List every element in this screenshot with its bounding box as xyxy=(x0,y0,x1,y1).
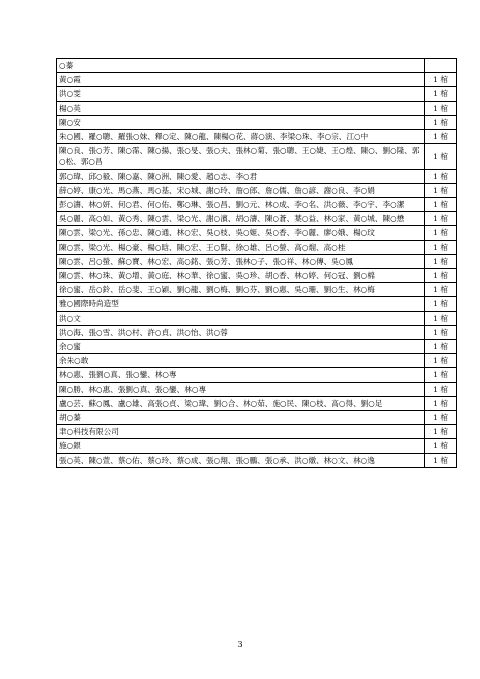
page-number: 3 xyxy=(237,640,243,649)
quantity-cell: 1 棺 xyxy=(425,439,457,453)
donor-names-cell: 洪○文 xyxy=(57,311,425,325)
donor-names-cell: 聿○科技有限公司 xyxy=(57,425,425,439)
quantity-cell: 1 棺 xyxy=(425,144,457,169)
donor-names-cell: 洪○雯 xyxy=(57,87,425,101)
donor-names-cell: 郭○瑋、邱○毅、陳○嘉、陳○洲、陳○愛、趙○志、李○君 xyxy=(57,169,425,183)
table-row xyxy=(57,396,457,410)
donor-names-cell: 雅○國際時尚造型 xyxy=(57,297,425,311)
table-row xyxy=(57,144,457,169)
table-row xyxy=(57,130,457,144)
table-row xyxy=(57,439,457,453)
donor-names-cell: ○蓁 xyxy=(57,59,425,73)
donor-names-cell: 洪○海、張○雪、洪○村、許○貞、洪○怡、洪○蓉 xyxy=(57,325,425,339)
table-row xyxy=(57,425,457,439)
table-row xyxy=(57,59,457,73)
quantity-cell xyxy=(425,59,457,73)
donor-names-cell: 陳○雲、林○珠、黃○增、黃○庭、林○華、徐○蜜、吳○珍、胡○香、林○婷、何○冠、劉○棉 xyxy=(57,269,425,283)
table-row xyxy=(57,411,457,425)
quantity-cell: 1 棺 xyxy=(425,453,457,467)
quantity-cell: 1 棺 xyxy=(425,368,457,382)
donor-names-cell: 楊○英 xyxy=(57,101,425,115)
donor-names-cell: 陳○雲、梁○光、楊○豪、楊○晗、陳○宏、王○賢、徐○雄、呂○螢、高○熘、高○桂 xyxy=(57,240,425,254)
donor-names-cell: 胡○蓁 xyxy=(57,411,425,425)
table-row xyxy=(57,368,457,382)
donor-names-cell: 余○蜜 xyxy=(57,340,425,354)
table-row xyxy=(57,340,457,354)
table-row xyxy=(57,325,457,339)
table-row xyxy=(57,283,457,297)
quantity-cell: 1 棺 xyxy=(425,198,457,212)
quantity-cell: 1 棺 xyxy=(425,212,457,226)
table-row xyxy=(57,183,457,197)
table-row xyxy=(57,311,457,325)
donor-names-cell: 余朱○敢 xyxy=(57,354,425,368)
quantity-cell: 1 棺 xyxy=(425,311,457,325)
quantity-cell: 1 棺 xyxy=(425,425,457,439)
donor-names-cell: 盧○芸、蘇○鳳、盧○雄、高張○貞、梁○瑋、劉○合、林○茹、施○民、陳○枝、高○得、劉○足 xyxy=(57,396,425,410)
quantity-cell: 1 棺 xyxy=(425,226,457,240)
donor-names-cell: 薛○婷、康○光、馬○燕、馬○基、宋○城、謝○玲、詹○郎、詹○儒、詹○諺、謝○良、李○娟 xyxy=(57,183,425,197)
table-row xyxy=(57,73,457,87)
table-row xyxy=(57,169,457,183)
table-row xyxy=(57,212,457,226)
donor-names-cell: 張○英、陳○萱、蔡○佑、蔡○玲、蔡○成、張○翔、張○鵬、張○承、洪○燉、林○文、林○逸 xyxy=(57,453,425,467)
donor-names-cell: 朱○國、羅○聰、羅張○妹、釋○定、陳○龍、陳楊○花、蔣○演、李梁○珠、李○宗、江○中 xyxy=(57,130,425,144)
quantity-cell: 1 棺 xyxy=(425,73,457,87)
table-row xyxy=(57,254,457,268)
donor-names-cell: 林○惠、張劉○真、張○鑾、林○專 xyxy=(57,368,425,382)
donor-names-cell: 徐○蜜、岳○鈴、岳○斐、王○穎、劉○龍、劉○梅、劉○芬、劉○惠、吳○珊、劉○生、林○梅 xyxy=(57,283,425,297)
quantity-cell: 1 棺 xyxy=(425,411,457,425)
donor-names-cell: 陳○良、張○芳、陳○霈、陳○揚、張○旻、張○夫、張林○菊、張○聰、王○婕、王○煌、陳○、劉○隆、郭○松、郭○昌 xyxy=(57,144,425,169)
donation-table xyxy=(56,58,457,468)
table-row xyxy=(57,101,457,115)
donor-names-cell: 陳○雲、梁○光、孫○忠、陳○通、林○宏、吳○枝、吳○姬、吳○香、李○麗、廖○娥、楊○玟 xyxy=(57,226,425,240)
quantity-cell: 1 棺 xyxy=(425,382,457,396)
donor-names-cell: 陳○安 xyxy=(57,115,425,129)
quantity-cell: 1 棺 xyxy=(425,269,457,283)
quantity-cell: 1 棺 xyxy=(425,254,457,268)
table-row xyxy=(57,297,457,311)
donor-names-cell: 吳○麗、高○如、黃○秀、陳○雲、梁○光、謝○濱、胡○濤、陳○蒼、葉○益、林○家、黃○城、陳○懋 xyxy=(57,212,425,226)
table-row xyxy=(57,226,457,240)
quantity-cell: 1 棺 xyxy=(425,183,457,197)
table-row xyxy=(57,87,457,101)
table-row xyxy=(57,198,457,212)
donor-names-cell: 陳○勝、林○惠、張劉○真、張○鑾、林○專 xyxy=(57,382,425,396)
quantity-cell: 1 棺 xyxy=(425,87,457,101)
quantity-cell: 1 棺 xyxy=(425,169,457,183)
quantity-cell: 1 棺 xyxy=(425,283,457,297)
table-row xyxy=(57,269,457,283)
table-row xyxy=(57,453,457,467)
quantity-cell: 1 棺 xyxy=(425,115,457,129)
quantity-cell: 1 棺 xyxy=(425,325,457,339)
donor-names-cell: 彭○濤、林○妍、何○君、何○佑、鄭○琳、張○昌、劉○元、林○成、李○名、洪○薇、李○宇、李○潔 xyxy=(57,198,425,212)
quantity-cell: 1 棺 xyxy=(425,354,457,368)
table-row xyxy=(57,354,457,368)
quantity-cell: 1 棺 xyxy=(425,340,457,354)
table-row xyxy=(57,115,457,129)
quantity-cell: 1 棺 xyxy=(425,396,457,410)
quantity-cell: 1 棺 xyxy=(425,240,457,254)
donor-names-cell: 施○銀 xyxy=(57,439,425,453)
table-row xyxy=(57,382,457,396)
table-body xyxy=(57,59,457,468)
quantity-cell: 1 棺 xyxy=(425,297,457,311)
donor-names-cell: 黃○霞 xyxy=(57,73,425,87)
donor-names-cell: 陳○雲、呂○螢、蘇○寶、林○宏、高○銘、張○芳、張林○子、張○祥、林○傳、吳○鳳 xyxy=(57,254,425,268)
quantity-cell: 1 棺 xyxy=(425,130,457,144)
quantity-cell: 1 棺 xyxy=(425,101,457,115)
table-row xyxy=(57,240,457,254)
